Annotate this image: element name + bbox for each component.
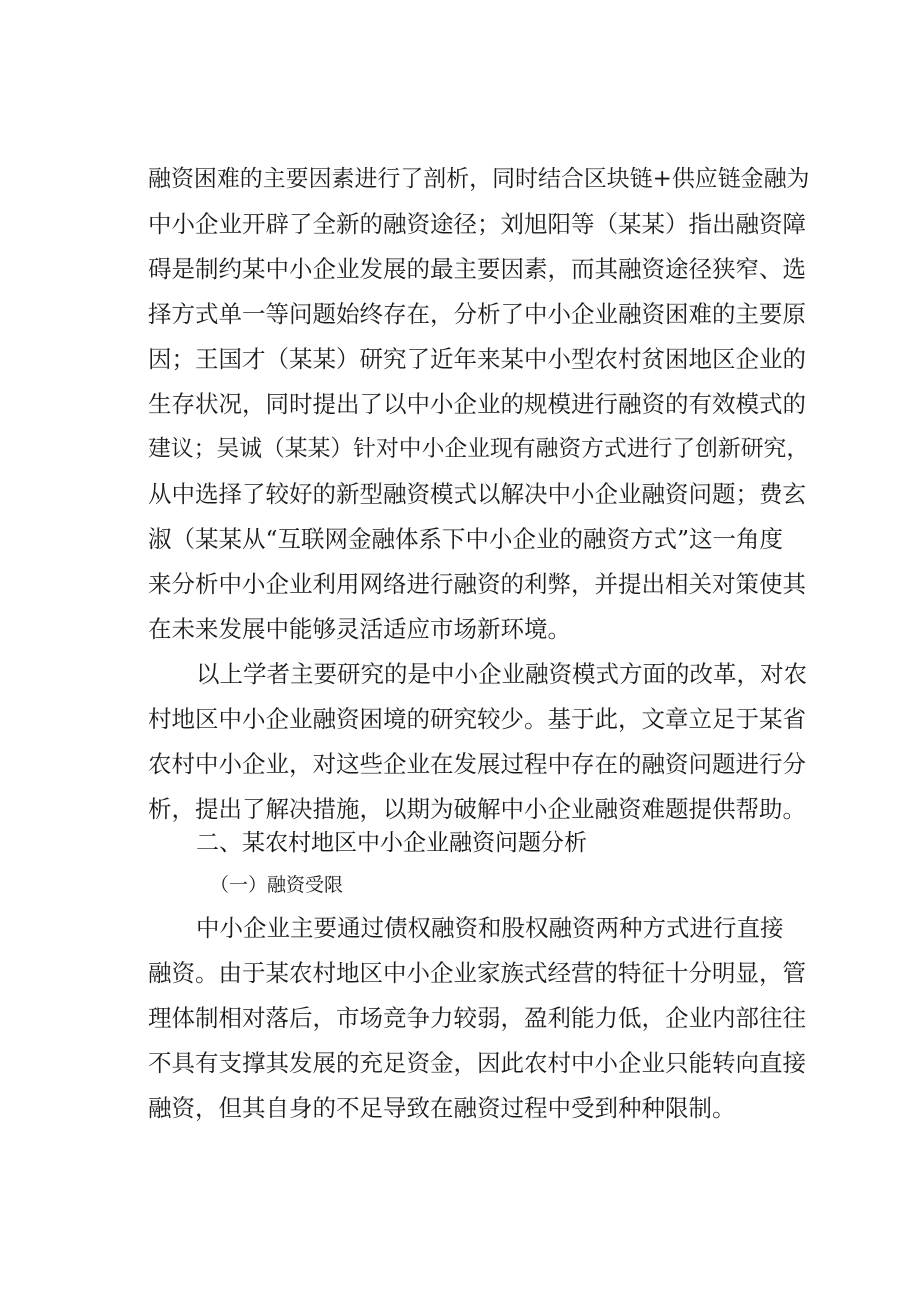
paragraph1-line-5: 因；王国才（某某）研究了近年来某中小型农村贫困地区企业的 bbox=[148, 345, 806, 373]
paragraph3-line-1: 中小企业主要通过债权融资和股权融资两种方式进行直接 bbox=[196, 914, 784, 942]
paragraph1-line-7: 建议；吴诚（某某）针对中小企业现有融资方式进行了创新研究， bbox=[148, 436, 810, 462]
paragraph1-line-1: 融资困难的主要因素进行了剖析，同时结合区块链+供应链金融为 bbox=[148, 166, 810, 192]
paragraph1-line-6: 生存状况，同时提出了以中小企业的规模进行融资的有效模式的 bbox=[148, 390, 806, 418]
paragraph1-line-10: 来分析中小企业利用网络进行融资的利弊，并提出相关对策使其 bbox=[148, 570, 806, 598]
paragraph1-line-9: 淑（某某从“互联网金融体系下中小企业的融资方式”这一角度 bbox=[148, 525, 784, 553]
paragraph2-line-3: 农村中小企业，对这些企业在发展过程中存在的融资问题进行分 bbox=[148, 750, 806, 778]
section-heading: 二、某农村地区中小企业融资问题分析 bbox=[196, 830, 587, 856]
paragraph1-line-8: 从中选择了较好的新型融资模式以解决中小企业融资问题；费玄 bbox=[148, 480, 806, 508]
paragraph2-line-2: 村地区中小企业融资困境的研究较少。基于此，文章立足于某省 bbox=[148, 705, 806, 733]
paragraph1-line-4: 择方式单一等问题始终存在，分析了中小企业融资困难的主要原 bbox=[148, 300, 806, 328]
paragraph1-line-3: 碍是制约某中小企业发展的最主要因素，而其融资途径狭窄、选 bbox=[148, 255, 806, 283]
paragraph2-line-1: 以上学者主要研究的是中小企业融资模式方面的改革，对农 bbox=[196, 660, 807, 688]
paragraph3-line-3: 理体制相对落后，市场竞争力较弱，盈利能力低，企业内部往往 bbox=[148, 1004, 806, 1032]
paragraph1-line-2: 中小企业开辟了全新的融资途径；刘旭阳等（某某）指出融资障 bbox=[148, 210, 806, 238]
paragraph3-line-2: 融资。由于某农村地区中小企业家族式经营的特征十分明显，管 bbox=[148, 959, 806, 987]
paragraph3-line-4: 不具有支撑其发展的充足资金，因此农村中小企业只能转向直接 bbox=[148, 1049, 806, 1077]
paragraph2-line-4: 析，提出了解决措施，以期为破解中小企业融资难题提供帮助。 bbox=[148, 795, 806, 823]
paragraph3-line-5: 融资，但其自身的不足导致在融资过程中受到种种限制。 bbox=[148, 1094, 736, 1122]
subsection-heading: （一）融资受限 bbox=[210, 874, 344, 896]
paragraph1-line-11: 在未来发展中能够灵活适应市场新环境。 bbox=[148, 615, 571, 643]
